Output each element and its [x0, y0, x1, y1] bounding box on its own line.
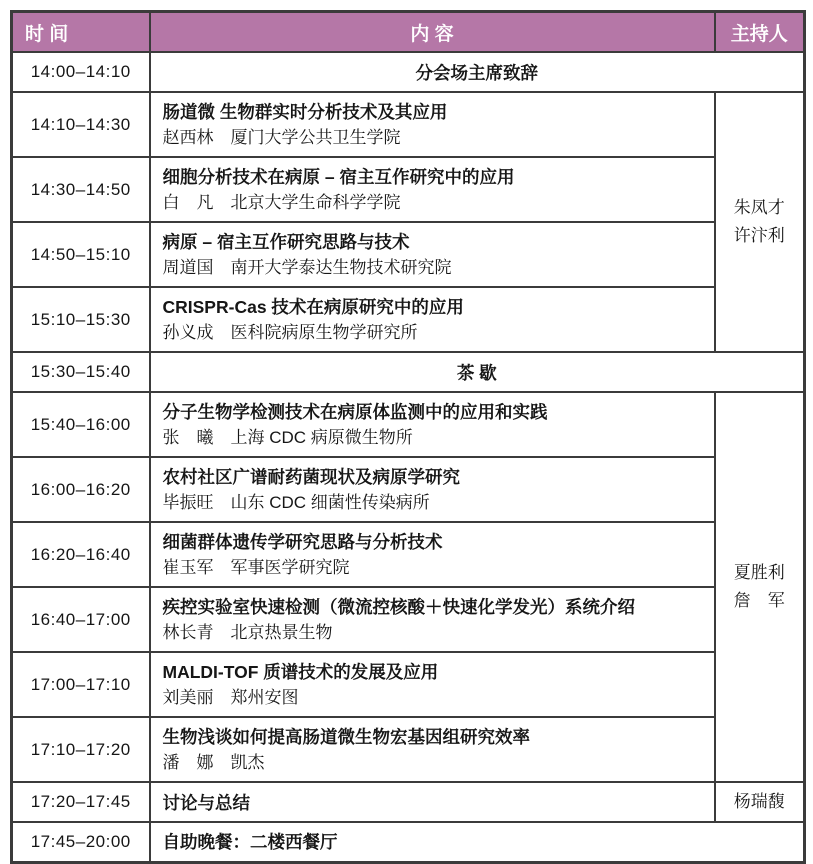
time-cell: 15:10–15:30 — [12, 287, 150, 352]
table-row-session — [12, 287, 805, 352]
conference-program — [10, 10, 805, 864]
session-speaker: 潘 娜 凯杰 — [162, 753, 265, 772]
table-row-tea-break — [12, 352, 805, 392]
host-name: 詹 军 — [733, 591, 785, 610]
session-cell — [150, 717, 715, 782]
host-name: 许汴利 — [733, 226, 785, 245]
session-speaker: 崔玉军 军事医学研究院 — [162, 558, 350, 577]
header-time: 时 间 — [12, 12, 150, 53]
session-speaker: 周道国 南开大学泰达生物技术研究院 — [162, 258, 452, 277]
table-row-session — [12, 587, 805, 652]
table-row-session — [12, 92, 805, 157]
session-cell — [150, 457, 715, 522]
time-cell: 16:00–16:20 — [12, 457, 150, 522]
session-title: MALDI-TOF 质谱技术的发展及应用 — [162, 662, 439, 682]
header-host: 主持人 — [715, 12, 805, 53]
session-cell — [150, 92, 715, 157]
table-row-session — [12, 522, 805, 587]
session-speaker: 张 曦 上海 CDC 病原微生物所 — [162, 428, 413, 447]
time-cell: 17:00–17:10 — [12, 652, 150, 717]
session-title: 细胞分析技术在病原 – 宿主互作研究中的应用 — [162, 167, 515, 187]
session-cell — [150, 392, 715, 457]
table-row-session — [12, 222, 805, 287]
dinner-label: 自助晚餐：二楼西餐厅 — [150, 822, 805, 862]
table-row-session — [12, 717, 805, 782]
table-row-opening — [12, 52, 805, 92]
table-row-session — [12, 392, 805, 457]
session-cell — [150, 652, 715, 717]
agenda-table — [10, 10, 806, 864]
session-title: 肠道微 生物群实时分析技术及其应用 — [162, 102, 448, 122]
time-cell: 14:00–14:10 — [12, 52, 150, 92]
session-cell — [150, 587, 715, 652]
session-speaker: 刘美丽 郑州安图 — [162, 688, 299, 707]
session-speaker: 白 凡 北京大学生命科学学院 — [162, 193, 401, 212]
header-row — [12, 12, 805, 53]
time-cell: 17:45–20:00 — [12, 822, 150, 862]
session-title: 生物浅谈如何提高肠道微生物宏基因组研究效率 — [162, 727, 530, 747]
host-cell-block2 — [715, 392, 805, 782]
session-speaker: 赵西林 厦门大学公共卫生学院 — [162, 128, 401, 147]
session-speaker: 林长青 北京热景生物 — [162, 623, 333, 642]
table-row-session — [12, 157, 805, 222]
session-title: 细菌群体遗传学研究思路与分析技术 — [162, 532, 443, 552]
host-name: 朱凤才 — [733, 198, 785, 217]
host-cell-block1 — [715, 92, 805, 352]
time-cell: 17:10–17:20 — [12, 717, 150, 782]
host-name: 夏胜利 — [733, 563, 785, 582]
session-cell — [150, 157, 715, 222]
time-cell: 15:40–16:00 — [12, 392, 150, 457]
time-cell: 14:10–14:30 — [12, 92, 150, 157]
session-title: 分子生物学检测技术在病原体监测中的应用和实践 — [162, 402, 548, 422]
opening-title: 分会场主席致辞 — [150, 52, 805, 92]
time-cell: 14:30–14:50 — [12, 157, 150, 222]
time-cell: 17:20–17:45 — [12, 782, 150, 822]
host-name: 杨瑞馥 — [733, 792, 785, 811]
header-content: 内 容 — [150, 12, 715, 53]
session-title: CRISPR-Cas 技术在病原研究中的应用 — [162, 297, 464, 317]
table-row-dinner — [12, 822, 805, 862]
time-cell: 16:40–17:00 — [12, 587, 150, 652]
table-row-session — [12, 457, 805, 522]
time-cell: 15:30–15:40 — [12, 352, 150, 392]
host-cell-discussion — [715, 782, 805, 822]
session-cell — [150, 522, 715, 587]
table-row-discussion — [12, 782, 805, 822]
session-speaker: 毕振旺 山东 CDC 细菌性传染病所 — [162, 493, 430, 512]
session-cell — [150, 287, 715, 352]
session-cell — [150, 222, 715, 287]
discussion-label: 讨论与总结 — [150, 782, 715, 822]
tea-break-label: 茶 歇 — [150, 352, 805, 392]
time-cell: 16:20–16:40 — [12, 522, 150, 587]
session-speaker: 孙义成 医科院病原生物学研究所 — [162, 323, 418, 342]
session-title: 农村社区广谱耐药菌现状及病原学研究 — [162, 467, 460, 487]
session-title: 病原 – 宿主互作研究思路与技术 — [162, 232, 410, 252]
table-row-session — [12, 652, 805, 717]
session-title: 疾控实验室快速检测（微流控核酸＋快速化学发光）系统介绍 — [162, 597, 635, 617]
time-cell: 14:50–15:10 — [12, 222, 150, 287]
